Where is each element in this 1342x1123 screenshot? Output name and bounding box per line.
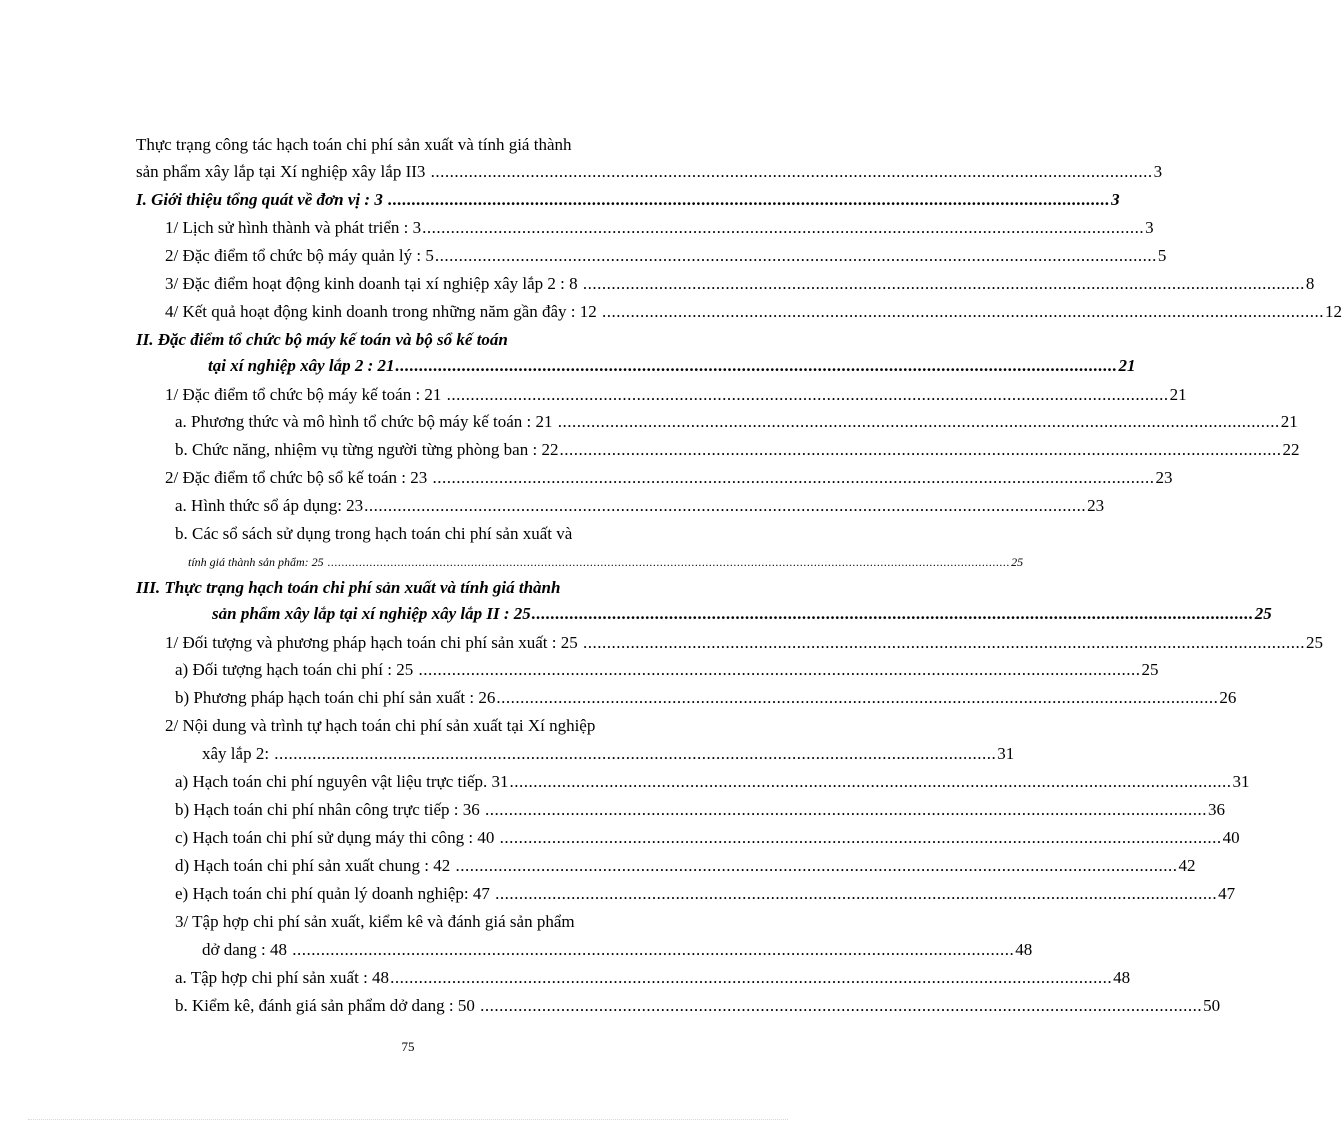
toc-line-text: e) Hạch toán chi phí quản lý doanh nghiệp: 47 bbox=[175, 884, 495, 903]
toc-line bbox=[136, 329, 508, 351]
toc-line bbox=[175, 523, 572, 545]
toc-page-number: 23 bbox=[1087, 496, 1105, 515]
toc-line bbox=[175, 967, 1131, 989]
dot-leader: ........................................................................................................................................................ bbox=[557, 412, 1280, 431]
toc-line-text: b) Phương pháp hạch toán chi phí sản xuất : 26 bbox=[175, 688, 496, 707]
toc-line-text: b. Chức năng, nhiệm vụ từng người từng phòng ban : 22 bbox=[175, 440, 559, 459]
dot-leader: ................................................................................................................................................................................................... bbox=[327, 555, 1011, 569]
toc-page-number: 36 bbox=[1208, 800, 1225, 819]
toc-line-text: 3/ Tập hợp chi phí sản xuất, kiểm kê và đánh giá sản phẩm bbox=[175, 912, 575, 931]
toc-line-text: c) Hạch toán chi phí sử dụng máy thi công : 40 bbox=[175, 828, 499, 847]
toc-line bbox=[175, 771, 1250, 793]
dot-leader: ........................................................................................................................................................ bbox=[292, 940, 1015, 959]
toc-page-number: 22 bbox=[1282, 440, 1300, 459]
dot-leader: ........................................................................................................................................................ bbox=[430, 162, 1153, 181]
toc-page-number: 3 bbox=[1111, 190, 1120, 209]
toc-line-text: tính giá thành sản phẩm: 25 bbox=[188, 555, 327, 569]
dot-leader: ........................................................................................................................................................ bbox=[559, 440, 1282, 459]
toc-line bbox=[165, 715, 595, 737]
toc-line bbox=[165, 467, 1173, 489]
toc-line-text: tại xí nghiệp xây lắp 2 : 21 bbox=[208, 356, 395, 375]
dot-leader: ........................................................................................................................................................ bbox=[418, 660, 1141, 679]
dot-leader: ........................................................................................................................................................ bbox=[390, 968, 1113, 987]
toc-line-text: a. Hình thức sổ áp dụng: 23 bbox=[175, 496, 364, 515]
dot-leader: ........................................................................................................................................................ bbox=[422, 218, 1145, 237]
toc-page-number: 12 bbox=[1325, 302, 1342, 321]
toc-line bbox=[212, 603, 1272, 625]
toc-line bbox=[208, 355, 1136, 377]
page-bottom-border bbox=[28, 1119, 788, 1120]
toc-line-text: 1/ Lịch sử hình thành và phát triển : 3 bbox=[165, 218, 422, 237]
toc-line bbox=[175, 827, 1240, 849]
toc-line-text: 3/ Đặc điểm hoạt động kinh doanh tại xí nghiệp xây lắp 2 : 8 bbox=[165, 274, 582, 293]
dot-leader: ........................................................................................................................................................ bbox=[395, 356, 1118, 375]
dot-leader: ........................................................................................................................................................ bbox=[495, 884, 1218, 903]
toc-line-text: II. Đặc điểm tổ chức bộ máy kế toán và bộ sổ kế toán bbox=[136, 330, 508, 349]
toc-line bbox=[136, 161, 1163, 183]
dot-leader: ........................................................................................................................................................ bbox=[434, 246, 1157, 265]
toc-page-number: 3 bbox=[1153, 162, 1163, 181]
toc-line bbox=[175, 495, 1105, 517]
dot-leader: ........................................................................................................................................................ bbox=[485, 800, 1207, 819]
toc-page-number: 21 bbox=[1280, 412, 1298, 431]
toc-page-number: 25 bbox=[1305, 633, 1323, 652]
toc-page-number: 25 bbox=[1141, 660, 1159, 679]
toc-line-text: sản phẩm xây lắp tại xí nghiệp xây lắp II : 25 bbox=[212, 604, 531, 623]
toc-line-text: a. Phương thức và mô hình tổ chức bộ máy kế toán : 21 bbox=[175, 412, 557, 431]
toc-line bbox=[175, 439, 1300, 461]
toc-line bbox=[188, 551, 1024, 573]
dot-leader: ........................................................................................................................................................ bbox=[509, 772, 1232, 791]
toc-line bbox=[136, 189, 1120, 211]
toc-line-text: 2/ Nội dung và trình tự hạch toán chi phí sản xuất tại Xí nghiệp bbox=[165, 716, 596, 735]
toc-page-number: 47 bbox=[1218, 884, 1236, 903]
toc-line bbox=[165, 217, 1154, 239]
toc-line-text: b) Hạch toán chi phí nhân công trực tiếp : 36 bbox=[175, 800, 484, 819]
toc-line bbox=[165, 301, 1342, 323]
toc-line bbox=[165, 273, 1315, 295]
toc-page-number: 48 bbox=[1113, 968, 1131, 987]
toc-page-number: 42 bbox=[1178, 856, 1196, 875]
toc-line-text: 1/ Đặc điểm tổ chức bộ máy kế toán : 21 bbox=[165, 385, 446, 404]
dot-leader: ........................................................................................................................................................ bbox=[602, 302, 1325, 321]
toc-line bbox=[175, 911, 575, 933]
toc-page-number: 48 bbox=[1015, 940, 1033, 959]
toc-line-text: 1/ Đối tượng và phương pháp hạch toán chi phí sản xuất : 25 bbox=[165, 633, 582, 652]
dot-leader: ........................................................................................................................................................ bbox=[582, 274, 1305, 293]
toc-line-text: b. Kiểm kê, đánh giá sản phẩm dở dang : 50 bbox=[175, 996, 480, 1015]
toc-line bbox=[202, 743, 1015, 765]
toc-line-text: 2/ Đặc điểm tổ chức bộ máy quản lý : 5 bbox=[165, 246, 434, 265]
dot-leader: ........................................................................................................................................................ bbox=[364, 496, 1087, 515]
toc-line bbox=[175, 799, 1225, 821]
toc-page-number: 5 bbox=[1157, 246, 1167, 265]
toc-line bbox=[165, 632, 1323, 654]
toc-line bbox=[202, 939, 1033, 961]
toc-line-text: xây lắp 2: bbox=[202, 744, 274, 763]
toc-line-text: a) Đối tượng hạch toán chi phí : 25 bbox=[175, 660, 418, 679]
dot-leader: ........................................................................................................................................................ bbox=[432, 468, 1155, 487]
toc-line bbox=[175, 855, 1196, 877]
dot-leader: ........................................................................................................................................................ bbox=[531, 604, 1254, 623]
toc-line-text: I. Giới thiệu tổng quát về đơn vị : 3 bbox=[136, 190, 388, 209]
toc-page-number: 31 bbox=[997, 744, 1015, 763]
dot-leader: ........................................................................................................................................................ bbox=[499, 828, 1222, 847]
toc-line-text: dở dang : 48 bbox=[202, 940, 292, 959]
toc-line bbox=[136, 577, 560, 599]
toc-page-number: 50 bbox=[1203, 996, 1221, 1015]
page-number: 75 bbox=[401, 1039, 415, 1054]
toc-page-number: 21 bbox=[1118, 356, 1136, 375]
toc-line bbox=[175, 687, 1237, 709]
dot-leader: ........................................................................................................................................................ bbox=[446, 385, 1169, 404]
toc-line-text: Thực trạng công tác hạch toán chi phí sản xuất và tính giá thành bbox=[136, 135, 572, 154]
toc-line bbox=[175, 995, 1221, 1017]
toc-line bbox=[165, 384, 1187, 406]
toc-page-number: 23 bbox=[1155, 468, 1173, 487]
toc-page-number: 40 bbox=[1222, 828, 1240, 847]
toc-page-number: 3 bbox=[1145, 218, 1154, 237]
toc-line-text: III. Thực trạng hạch toán chi phí sản xuất và tính giá thành bbox=[136, 578, 561, 597]
dot-leader: ........................................................................................................................................................ bbox=[480, 996, 1203, 1015]
dot-leader: ........................................................................................................................................................ bbox=[582, 633, 1305, 652]
toc-page-number: 25 bbox=[1254, 604, 1272, 623]
toc-line-text: a. Tập hợp chi phí sản xuất : 48 bbox=[175, 968, 390, 987]
toc-line-text: b. Các sổ sách sử dụng trong hạch toán chi phí sản xuất và bbox=[175, 524, 573, 543]
toc-line bbox=[175, 883, 1236, 905]
dot-leader: ........................................................................................................................................................ bbox=[455, 856, 1178, 875]
dot-leader: ........................................................................................................................................................ bbox=[388, 190, 1111, 209]
toc-line-text: 2/ Đặc điểm tổ chức bộ sổ kế toán : 23 bbox=[165, 468, 432, 487]
toc-page-number: 26 bbox=[1219, 688, 1237, 707]
toc-line bbox=[175, 411, 1298, 433]
toc-line-text: sản phẩm xây lắp tại Xí nghiệp xây lắp II3 bbox=[136, 162, 430, 181]
dot-leader: ........................................................................................................................................................ bbox=[496, 688, 1219, 707]
toc-line-text: d) Hạch toán chi phí sản xuất chung : 42 bbox=[175, 856, 455, 875]
toc-line bbox=[175, 659, 1159, 681]
toc-page-number: 31 bbox=[1232, 772, 1250, 791]
toc-line-text: 4/ Kết quả hoạt động kinh doanh trong những năm gần đây : 12 bbox=[165, 302, 602, 321]
toc-page-number: 21 bbox=[1169, 385, 1187, 404]
toc-page-number: 8 bbox=[1305, 274, 1315, 293]
toc-line bbox=[165, 245, 1167, 267]
dot-leader: ........................................................................................................................................................ bbox=[274, 744, 997, 763]
toc-line-text: a) Hạch toán chi phí nguyên vật liệu trực tiếp. 31 bbox=[175, 772, 509, 791]
toc-line bbox=[136, 134, 572, 156]
toc-page-number: 25 bbox=[1011, 555, 1024, 569]
